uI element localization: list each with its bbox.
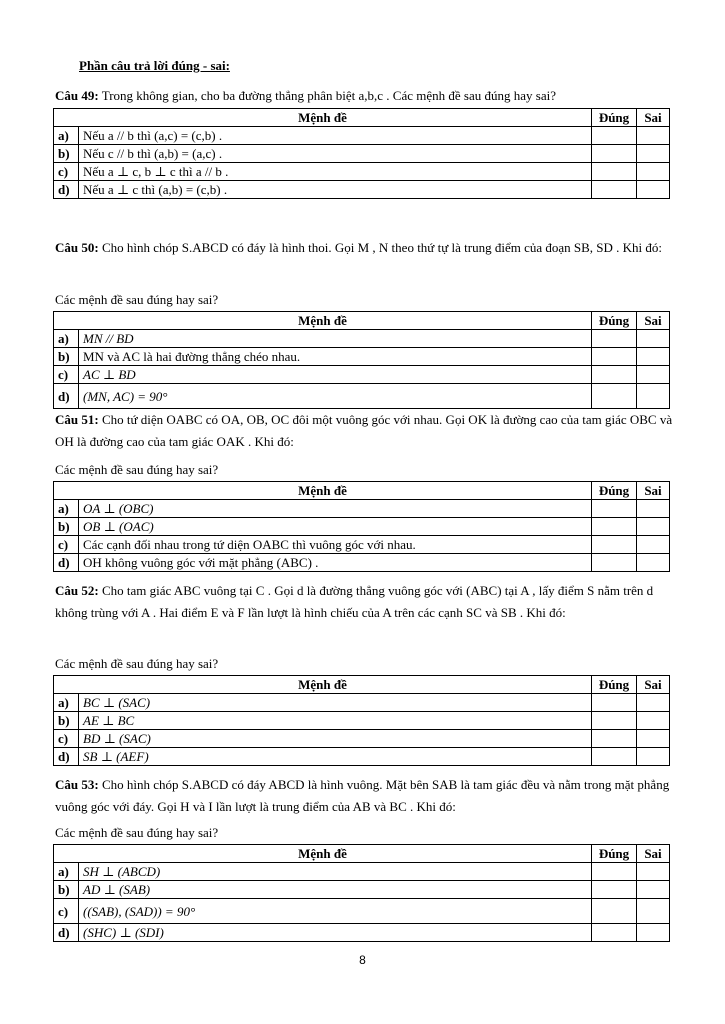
- answer-true-cell[interactable]: [592, 694, 637, 712]
- question-49: [55, 85, 675, 107]
- question-label: Câu 53:: [55, 777, 99, 792]
- row-label: a): [54, 127, 79, 145]
- question-text: Cho hình chóp S.ABCD có đáy ABCD là hình vuông. Mặt bên SAB là tam giác đều và nằm trong mặt phẳng vuông góc với đáy. Gọi H và I lần lượt là trung điểm của AB và BC . Khi đó:: [55, 777, 670, 814]
- row-statement: Nếu a // b thì (a,c) = (c,b) .: [79, 127, 592, 145]
- answer-false-cell[interactable]: [637, 145, 670, 163]
- table-header: [54, 482, 670, 500]
- table-row: [54, 366, 670, 384]
- answer-true-cell[interactable]: [592, 330, 637, 348]
- question-52: [55, 580, 675, 624]
- answer-false-cell[interactable]: [637, 366, 670, 384]
- header-false: Sai: [637, 482, 670, 500]
- header-false: Sai: [637, 109, 670, 127]
- row-label: b): [54, 712, 79, 730]
- table-row: [54, 127, 670, 145]
- row-statement: AE ⊥ BC: [79, 712, 592, 730]
- row-label: b): [54, 881, 79, 899]
- row-label: d): [54, 924, 79, 942]
- answer-false-cell[interactable]: [637, 712, 670, 730]
- sub-prompt: Các mệnh đề sau đúng hay sai?: [55, 656, 219, 671]
- table-header: [54, 312, 670, 330]
- header-false: Sai: [637, 676, 670, 694]
- row-label: d): [54, 384, 79, 409]
- row-statement: ((SAB), (SAD)) = 90°: [79, 899, 592, 924]
- answer-true-cell[interactable]: [592, 348, 637, 366]
- answer-true-cell[interactable]: [592, 881, 637, 899]
- answer-false-cell[interactable]: [637, 127, 670, 145]
- answer-false-cell[interactable]: [637, 863, 670, 881]
- header-true: Đúng: [592, 676, 637, 694]
- answer-true-cell[interactable]: [592, 536, 637, 554]
- answer-true-cell[interactable]: [592, 366, 637, 384]
- answer-false-cell[interactable]: [637, 348, 670, 366]
- sub-prompt: Các mệnh đề sau đúng hay sai?: [55, 462, 219, 477]
- row-label: c): [54, 899, 79, 924]
- row-statement: (SHC) ⊥ (SDI): [79, 924, 592, 942]
- question-text: Cho hình chóp S.ABCD có đáy là hình thoi. Gọi M , N theo thứ tự là trung điểm của đoạn SB, SD . Khi đó:: [101, 240, 663, 255]
- row-statement: BC ⊥ (SAC): [79, 694, 592, 712]
- answer-false-cell[interactable]: [637, 554, 670, 572]
- answer-true-cell[interactable]: [592, 899, 637, 924]
- question-text: Cho tam giác ABC vuông tại C . Gọi d là đường thẳng vuông góc với (ABC) tại A , lấy điểm S nằm trên d không trùng với A . Hai điểm E và F lần lượt là hình chiếu của A trên các cạnh SC và SB . Khi đó:: [55, 583, 654, 620]
- answer-false-cell[interactable]: [637, 881, 670, 899]
- sub-prompt: Các mệnh đề sau đúng hay sai?: [55, 292, 219, 307]
- table-row: [54, 330, 670, 348]
- table-row: [54, 348, 670, 366]
- table-row: [54, 748, 670, 766]
- answer-true-cell[interactable]: [592, 500, 637, 518]
- table-row: [54, 145, 670, 163]
- row-statement: MN // BD: [79, 330, 592, 348]
- table-header: [54, 845, 670, 863]
- row-label: a): [54, 330, 79, 348]
- answer-false-cell[interactable]: [637, 748, 670, 766]
- row-statement: Nếu a ⊥ c, b ⊥ c thì a // b .: [79, 163, 592, 181]
- answer-false-cell[interactable]: [637, 694, 670, 712]
- page-number: 8: [359, 953, 366, 967]
- answer-false-cell[interactable]: [637, 518, 670, 536]
- row-label: d): [54, 181, 79, 199]
- row-statement: MN và AC là hai đường thẳng chéo nhau.: [79, 348, 592, 366]
- row-label: c): [54, 730, 79, 748]
- header-statement: Mệnh đề: [54, 109, 592, 127]
- table-row: [54, 163, 670, 181]
- table-row: [54, 899, 670, 924]
- answer-false-cell[interactable]: [637, 181, 670, 199]
- table-row: [54, 881, 670, 899]
- row-statement: AC ⊥ BD: [79, 366, 592, 384]
- row-statement: OA ⊥ (OBC): [79, 500, 592, 518]
- question-label: Câu 51:: [55, 412, 99, 427]
- row-statement: Các cạnh đối nhau trong tứ diện OABC thì vuông góc với nhau.: [79, 536, 592, 554]
- answer-false-cell[interactable]: [637, 899, 670, 924]
- row-statement: OH không vuông góc với mặt phẳng (ABC) .: [79, 554, 592, 572]
- table-row: [54, 536, 670, 554]
- answer-true-cell[interactable]: [592, 730, 637, 748]
- answer-true-cell[interactable]: [592, 127, 637, 145]
- table-row: [54, 712, 670, 730]
- table-row: [54, 554, 670, 572]
- question-53: [55, 774, 675, 818]
- question-50: [55, 237, 675, 259]
- header-statement: Mệnh đề: [54, 312, 592, 330]
- header-false: Sai: [637, 312, 670, 330]
- header-statement: Mệnh đề: [54, 676, 592, 694]
- header-statement: Mệnh đề: [54, 845, 592, 863]
- row-statement: Nếu a ⊥ c thì (a,b) = (c,b) .: [79, 181, 592, 199]
- answer-false-cell[interactable]: [637, 384, 670, 409]
- question-label: Câu 52:: [55, 583, 99, 598]
- row-label: b): [54, 145, 79, 163]
- row-label: c): [54, 536, 79, 554]
- answer-false-cell[interactable]: [637, 500, 670, 518]
- header-true: Đúng: [592, 312, 637, 330]
- sub-prompt: Các mệnh đề sau đúng hay sai?: [55, 825, 219, 840]
- row-statement: BD ⊥ (SAC): [79, 730, 592, 748]
- question-51: [55, 409, 675, 453]
- row-label: d): [54, 748, 79, 766]
- row-statement: SH ⊥ (ABCD): [79, 863, 592, 881]
- answer-true-cell[interactable]: [592, 554, 637, 572]
- answer-true-cell[interactable]: [592, 712, 637, 730]
- answer-true-cell[interactable]: [592, 163, 637, 181]
- table-row: [54, 181, 670, 199]
- row-label: a): [54, 500, 79, 518]
- question-label: Câu 50:: [55, 240, 99, 255]
- question-text: Cho tứ diện OABC có OA, OB, OC đôi một vuông góc với nhau. Gọi OK là đường cao của tam giác OBC và OH là đường cao của tam giác OAK . Khi đó:: [55, 412, 673, 449]
- answer-true-cell[interactable]: [592, 384, 637, 409]
- table-q50: [53, 311, 670, 409]
- header-true: Đúng: [592, 109, 637, 127]
- row-label: a): [54, 694, 79, 712]
- header-true: Đúng: [592, 845, 637, 863]
- table-q53: [53, 844, 670, 942]
- table-header: [54, 676, 670, 694]
- answer-false-cell[interactable]: [637, 924, 670, 942]
- header-false: Sai: [637, 845, 670, 863]
- table-q51: [53, 481, 670, 572]
- table-row: [54, 924, 670, 942]
- answer-false-cell[interactable]: [637, 330, 670, 348]
- table-row: [54, 384, 670, 409]
- row-label: c): [54, 366, 79, 384]
- table-row: [54, 518, 670, 536]
- question-label: Câu 49:: [55, 88, 99, 103]
- answer-true-cell[interactable]: [592, 518, 637, 536]
- answer-true-cell[interactable]: [592, 181, 637, 199]
- answer-true-cell[interactable]: [592, 863, 637, 881]
- row-statement: AD ⊥ (SAB): [79, 881, 592, 899]
- header-true: Đúng: [592, 482, 637, 500]
- row-label: a): [54, 863, 79, 881]
- answer-false-cell[interactable]: [637, 536, 670, 554]
- table-row: [54, 694, 670, 712]
- row-label: c): [54, 163, 79, 181]
- row-statement: (MN, AC) = 90°: [79, 384, 592, 409]
- table-row: [54, 500, 670, 518]
- answer-true-cell[interactable]: [592, 145, 637, 163]
- answer-false-cell[interactable]: [637, 730, 670, 748]
- row-label: b): [54, 518, 79, 536]
- row-label: b): [54, 348, 79, 366]
- question-text: Trong không gian, cho ba đường thẳng phân biệt a,b,c . Các mệnh đề sau đúng hay sai?: [101, 88, 556, 103]
- table-header: [54, 109, 670, 127]
- answer-true-cell[interactable]: [592, 748, 637, 766]
- section-title: Phần câu trả lời đúng - sai:: [79, 58, 230, 73]
- row-statement: SB ⊥ (AEF): [79, 748, 592, 766]
- answer-false-cell[interactable]: [637, 163, 670, 181]
- header-statement: Mệnh đề: [54, 482, 592, 500]
- table-row: [54, 730, 670, 748]
- table-row: [54, 863, 670, 881]
- row-label: d): [54, 554, 79, 572]
- table-q49: [53, 108, 670, 199]
- row-statement: Nếu c // b thì (a,b) = (a,c) .: [79, 145, 592, 163]
- table-q52: [53, 675, 670, 766]
- row-statement: OB ⊥ (OAC): [79, 518, 592, 536]
- answer-true-cell[interactable]: [592, 924, 637, 942]
